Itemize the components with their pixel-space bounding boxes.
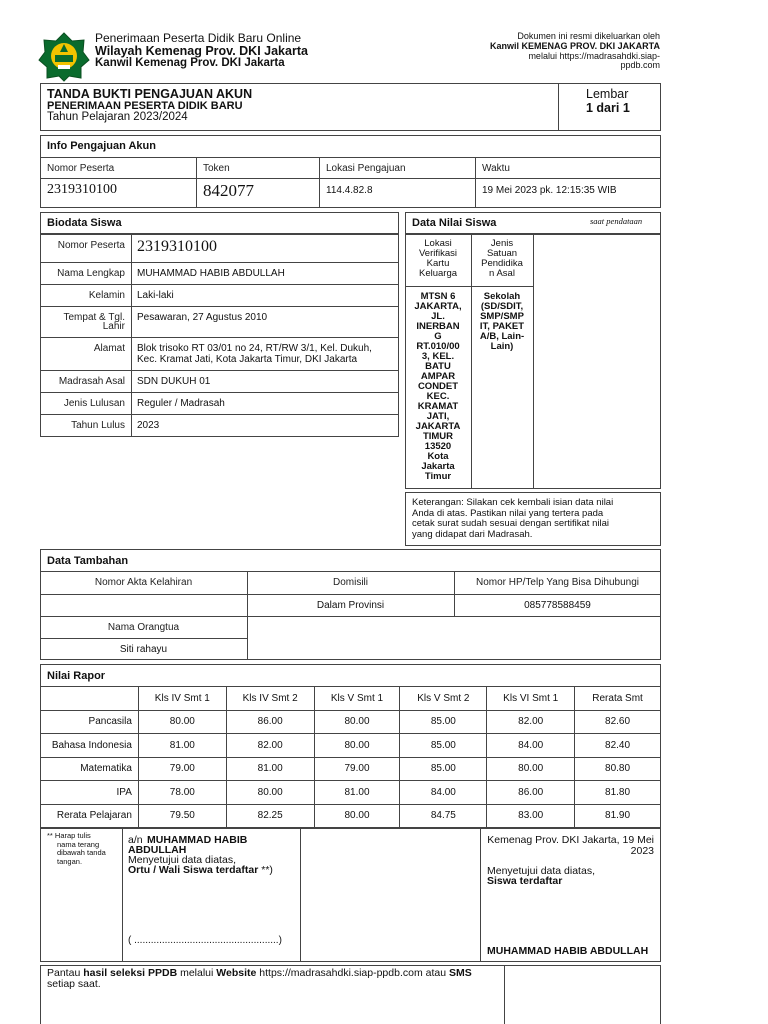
col2-value-line: A/B, Lain- bbox=[479, 331, 525, 342]
rapor-subject: Bahasa Indonesia bbox=[41, 734, 139, 758]
info-waktu-value: 19 Mei 2023 pk. 12:15:35 WIB bbox=[482, 185, 617, 196]
rapor-cell: 80.00 bbox=[314, 804, 400, 828]
rapor-title: Nilai Rapor bbox=[47, 670, 106, 682]
doc-subtitle: PENERIMAAN PESERTA DIDIK BARU bbox=[47, 100, 243, 112]
col2-value-line: (SD/SDIT, bbox=[480, 301, 524, 312]
nilai-col2-header bbox=[471, 239, 533, 279]
rapor-cell: 81.90 bbox=[575, 804, 661, 828]
rapor-cell: 82.40 bbox=[575, 734, 661, 758]
bio-label-alamat: Alamat bbox=[93, 343, 125, 354]
rapor-col-header: Kls IV Smt 2 bbox=[226, 687, 314, 711]
footer-part: SMS bbox=[448, 967, 472, 979]
col2-value-line: SMP/SMP bbox=[480, 311, 524, 322]
rapor-table bbox=[40, 686, 661, 828]
nilai-siswa-note: saat pendataan bbox=[590, 216, 643, 226]
nilai-col1-header bbox=[405, 239, 471, 279]
bio-label-madrasah: Madrasah Asal bbox=[58, 376, 125, 387]
info-lokasi-value: 114.4.82.8 bbox=[326, 185, 373, 196]
siswa-name: MUHAMMAD HABIB ABDULLAH bbox=[487, 945, 649, 957]
doc-title: TANDA BUKTI PENGAJUAN AKUN bbox=[47, 87, 253, 101]
info-akun-title: Info Pengajuan Akun bbox=[47, 140, 156, 152]
tambahan-ortu-label: Nama Orangtua bbox=[107, 622, 180, 633]
col1-value-line: JAKARTA, bbox=[414, 301, 462, 312]
bio-value-madrasah: SDN DUKUH 01 bbox=[137, 376, 211, 387]
keterangan-line: Anda di atas. Pastikan nilai yang tertera pada bbox=[412, 507, 604, 519]
col2-header-line: Jenis bbox=[490, 238, 514, 249]
rapor-cell: 81.00 bbox=[314, 781, 400, 805]
ortu-wali-line bbox=[128, 864, 273, 876]
rapor-cell: 80.00 bbox=[487, 757, 575, 781]
kemenag-logo bbox=[38, 32, 90, 82]
header-line3: Kanwil Kemenag Prov. DKI Jakarta bbox=[95, 57, 285, 69]
bio-label-kelamin: Kelamin bbox=[88, 290, 125, 301]
place-date-2: 2023 bbox=[630, 845, 654, 857]
setuju-siswa: Menyetujui data diatas, bbox=[487, 865, 595, 877]
nilai-col2-value bbox=[471, 292, 533, 352]
rapor-cell: 78.00 bbox=[138, 781, 226, 805]
signature-note bbox=[47, 832, 106, 866]
rapor-cell: 86.00 bbox=[226, 710, 314, 734]
keterangan-line: Keterangan: Silakan cek kembali isian data nilai bbox=[412, 497, 614, 508]
biodata-title: Biodata Siswa bbox=[47, 217, 122, 229]
col1-value-line: JATI, bbox=[426, 411, 450, 422]
col1-header-line: Verifikasi bbox=[418, 248, 457, 259]
footer-part: hasil seleksi PPDB bbox=[83, 967, 178, 979]
rapor-col-header bbox=[41, 687, 139, 711]
tambahan-ortu-value: Siti rahayu bbox=[119, 644, 168, 655]
bio-value-nomor: 2319310100 bbox=[137, 238, 217, 255]
info-token-value: 842077 bbox=[203, 181, 254, 200]
bio-value-nama: MUHAMMAD HABIB ABDULLAH bbox=[137, 268, 285, 279]
lembar-value: 1 dari 1 bbox=[586, 101, 630, 115]
rapor-cell: 85.00 bbox=[400, 757, 487, 781]
siswa-terdaftar: Siswa terdaftar bbox=[487, 875, 563, 887]
nilai-col1-value bbox=[405, 292, 471, 482]
header-right4: ppdb.com bbox=[620, 60, 660, 70]
bio-label-nomor: Nomor Peserta bbox=[57, 240, 125, 251]
footer-part: https://madrasahdki.siap-ppdb.com atau bbox=[256, 967, 449, 979]
rapor-subject: Rerata Pelajaran bbox=[41, 804, 139, 828]
rapor-cell: 83.00 bbox=[487, 804, 575, 828]
nilai-siswa-title: Data Nilai Siswa bbox=[412, 217, 497, 229]
col1-header-line: Kartu bbox=[426, 258, 450, 269]
rapor-cell: 80.00 bbox=[314, 734, 400, 758]
header-right3: melalui https://madrasahdki.siap- bbox=[528, 51, 660, 61]
note-line: dibawah tanda bbox=[57, 848, 106, 857]
col2-header-line: Satuan bbox=[486, 248, 518, 259]
bio-value-alamat-2: Kec. Kramat Jati, Kota Jakarta Timur, DKI Jakarta bbox=[137, 354, 358, 365]
footer-text bbox=[47, 968, 502, 990]
info-header-nomor: Nomor Peserta bbox=[47, 163, 115, 174]
note-line: nama terang bbox=[57, 839, 100, 849]
col1-value-line: AMPAR bbox=[420, 371, 456, 382]
rapor-cell: 79.00 bbox=[138, 757, 226, 781]
rapor-cell: 84.00 bbox=[487, 734, 575, 758]
bio-label-nama: Nama Lengkap bbox=[57, 268, 125, 279]
col1-value-line: Timur bbox=[424, 471, 452, 482]
an-label: a/n bbox=[128, 834, 143, 846]
an-name-2: ABDULLAH bbox=[128, 844, 187, 856]
doc-year: Tahun Pelajaran 2023/2024 bbox=[47, 111, 188, 123]
rapor-cell: 81.00 bbox=[138, 734, 226, 758]
rapor-cell: 85.00 bbox=[400, 734, 487, 758]
col1-header-line: Lokasi bbox=[424, 238, 452, 249]
info-header-token: Token bbox=[203, 163, 230, 174]
table-row bbox=[41, 781, 661, 805]
col2-value-line: Lain) bbox=[490, 341, 514, 352]
lembar-label: Lembar bbox=[586, 87, 629, 101]
rapor-cell: 82.25 bbox=[226, 804, 314, 828]
bio-label-ttl: Tempat & Tgl. bbox=[63, 312, 125, 323]
col1-value-line: JL. bbox=[431, 311, 445, 322]
col1-value-line: MTSN 6 bbox=[420, 291, 456, 302]
header-line2: Wilayah Kemenag Prov. DKI Jakarta bbox=[95, 44, 308, 58]
rapor-cell: 81.00 bbox=[226, 757, 314, 781]
rapor-col-header: Kls V Smt 1 bbox=[314, 687, 400, 711]
rapor-cell: 84.00 bbox=[400, 781, 487, 805]
header-right2: Kanwil KEMENAG PROV. DKI JAKARTA bbox=[489, 41, 660, 51]
rapor-col-header: Rerata Smt bbox=[575, 687, 661, 711]
table-row bbox=[41, 710, 661, 734]
col1-value-line: TIMUR bbox=[422, 431, 454, 442]
footer-part: melalui bbox=[177, 967, 217, 979]
an-name-1: MUHAMMAD HABIB bbox=[147, 834, 248, 846]
ortu-wali-suffix: **) bbox=[258, 864, 273, 876]
bio-value-alamat: Blok trisoko RT 03/01 no 24, RT/RW 3/1, Kel. Dukuh, bbox=[137, 343, 372, 354]
rapor-cell: 85.00 bbox=[400, 710, 487, 734]
rapor-cell: 79.50 bbox=[138, 804, 226, 828]
place-date-1: Kemenag Prov. DKI Jakarta, 19 Mei bbox=[487, 834, 654, 846]
rapor-header-row bbox=[41, 687, 661, 711]
rapor-cell: 82.00 bbox=[487, 710, 575, 734]
bio-value-tahun: 2023 bbox=[137, 420, 160, 431]
tambahan-title: Data Tambahan bbox=[47, 555, 129, 567]
tambahan-header-domisili: Domisili bbox=[333, 577, 368, 588]
ortu-wali-label: Ortu / Wali Siswa terdaftar bbox=[128, 864, 259, 876]
header-right1: Dokumen ini resmi dikeluarkan oleh bbox=[517, 31, 660, 41]
rapor-subject: Pancasila bbox=[41, 710, 139, 734]
col1-value-line: JAKARTA bbox=[415, 421, 461, 432]
keterangan-line: yang didapat dari Madrasah. bbox=[412, 528, 533, 540]
rapor-title-box bbox=[40, 664, 661, 687]
col2-header-line: n Asal bbox=[489, 268, 515, 279]
footer-part: Website bbox=[216, 967, 257, 979]
header-line1: Penerimaan Peserta Didik Baru Online bbox=[95, 31, 302, 45]
col1-value-line: CONDET bbox=[417, 381, 459, 392]
col1-value-line: 3, KEL. bbox=[421, 351, 455, 362]
col1-header-line: Keluarga bbox=[418, 268, 458, 279]
col1-value-line: RT.010/00 bbox=[416, 341, 460, 352]
col2-header-line: Pendidika bbox=[481, 258, 523, 269]
rapor-col-header: Kls V Smt 2 bbox=[400, 687, 487, 711]
note-line: tangan. bbox=[57, 856, 83, 866]
ortu-signature-blank: ( ....................................................) bbox=[128, 935, 282, 946]
rapor-cell: 80.80 bbox=[575, 757, 661, 781]
setuju-ortu: Menyetujui data diatas, bbox=[128, 854, 236, 866]
tambahan-value-domisili: Dalam Provinsi bbox=[316, 600, 385, 611]
col1-value-line: 13520 bbox=[424, 441, 452, 452]
keterangan-text bbox=[412, 498, 613, 540]
bio-label-lulusan: Jenis Lulusan bbox=[63, 398, 125, 409]
bio-label-tahun: Tahun Lulus bbox=[71, 420, 125, 431]
bio-value-ttl: Pesawaran, 27 Agustus 2010 bbox=[137, 312, 268, 323]
footer-part: Pantau bbox=[47, 967, 84, 979]
tambahan-header-akta: Nomor Akta Kelahiran bbox=[94, 577, 193, 588]
bio-label-ttl-2: Lahir bbox=[102, 321, 125, 332]
rapor-cell: 82.60 bbox=[575, 710, 661, 734]
rapor-subject: IPA bbox=[41, 781, 139, 805]
col1-value-line: INERBAN bbox=[416, 321, 460, 332]
tambahan-header-hp: Nomor HP/Telp Yang Bisa Dihubungi bbox=[475, 577, 640, 588]
table-row bbox=[41, 804, 661, 828]
rapor-cell: 80.00 bbox=[314, 710, 400, 734]
biodata-title-box bbox=[40, 212, 399, 234]
note-line: ** Harap tulis bbox=[47, 831, 91, 840]
col1-value-line: BATU bbox=[425, 361, 451, 372]
col1-value-line: KRAMAT bbox=[417, 401, 459, 412]
col1-value-line: Jakarta bbox=[421, 461, 455, 472]
rapor-col-header: Kls VI Smt 1 bbox=[487, 687, 575, 711]
info-header-waktu: Waktu bbox=[482, 163, 510, 174]
bio-value-lulusan: Reguler / Madrasah bbox=[137, 398, 225, 409]
rapor-cell: 80.00 bbox=[226, 781, 314, 805]
bio-value-kelamin: Laki-laki bbox=[137, 290, 174, 301]
col2-value-line: IT, PAKET bbox=[479, 321, 525, 332]
table-row bbox=[41, 734, 661, 758]
footer-part: setiap saat. bbox=[47, 978, 101, 990]
col1-value-line: KEC. bbox=[426, 391, 450, 402]
rapor-cell: 86.00 bbox=[487, 781, 575, 805]
rapor-col-header: Kls IV Smt 1 bbox=[138, 687, 226, 711]
rapor-cell: 81.80 bbox=[575, 781, 661, 805]
rapor-cell: 79.00 bbox=[314, 757, 400, 781]
col1-value-line: G bbox=[434, 331, 442, 342]
col1-value-line: Kota bbox=[427, 451, 449, 462]
rapor-cell: 84.75 bbox=[400, 804, 487, 828]
info-header-lokasi: Lokasi Pengajuan bbox=[326, 163, 406, 174]
table-row bbox=[41, 757, 661, 781]
rapor-subject: Matematika bbox=[41, 757, 139, 781]
keterangan-line: cetak surat sudah sesuai dengan sertifikat nilai bbox=[412, 518, 609, 529]
info-nomor-value: 2319310100 bbox=[47, 182, 117, 197]
tambahan-value-hp: 085778588459 bbox=[524, 600, 591, 611]
col2-value-line: Sekolah bbox=[483, 291, 521, 302]
rapor-cell: 82.00 bbox=[226, 734, 314, 758]
rapor-cell: 80.00 bbox=[138, 710, 226, 734]
